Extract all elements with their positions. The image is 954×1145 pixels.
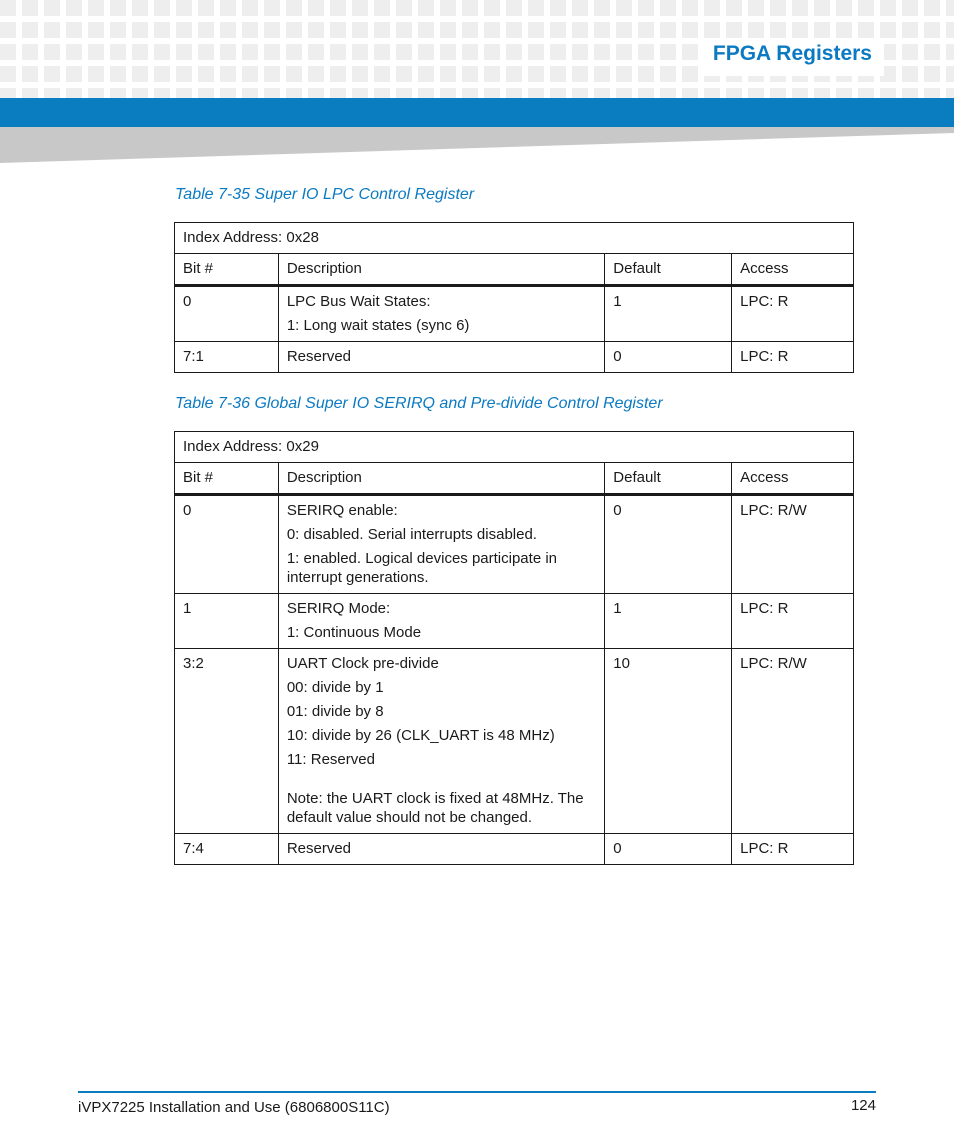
default-cell: 0 <box>605 834 732 865</box>
column-header-description: Description <box>278 463 604 495</box>
default-cell: 1 <box>605 594 732 649</box>
table-row <box>175 286 854 342</box>
description-cell <box>278 594 604 649</box>
bit-cell: 7:4 <box>175 834 279 865</box>
description-line: Reserved <box>286 348 352 365</box>
access-cell: LPC: R <box>732 286 854 342</box>
default-cell: 0 <box>605 495 732 594</box>
description-line: LPC Bus Wait States: <box>286 293 431 310</box>
column-header-access: Access <box>732 254 854 286</box>
bit-cell: 1 <box>175 594 279 649</box>
description-line: SERIRQ enable: <box>286 502 398 519</box>
description-cell <box>278 495 604 594</box>
column-header-default: Default <box>605 463 732 495</box>
description-cell <box>278 649 604 834</box>
column-header-access: Access <box>732 463 854 495</box>
table-row <box>175 649 854 834</box>
footer-document-title: iVPX7225 Installation and Use (6806800S11C) <box>78 1099 390 1116</box>
table-row <box>175 495 854 594</box>
bit-cell: 7:1 <box>175 342 279 373</box>
description-cell <box>278 342 604 373</box>
description-line: 1: Long wait states (sync 6) <box>286 317 470 334</box>
description-cell <box>278 286 604 342</box>
access-cell: LPC: R <box>732 834 854 865</box>
table-row <box>175 594 854 649</box>
default-cell: 0 <box>605 342 732 373</box>
bit-cell: 3:2 <box>175 649 279 834</box>
table-36-caption: Table 7-36 Global Super IO SERIRQ and Pre-divide Control Register <box>175 395 663 412</box>
description-note: Note: the UART clock is fixed at 48MHz. The default value should not be changed. <box>286 790 584 826</box>
column-header-default: Default <box>605 254 732 286</box>
description-line: 1: Continuous Mode <box>286 624 422 641</box>
index-address-row <box>175 223 854 254</box>
default-cell: 1 <box>605 286 732 342</box>
description-cell <box>278 834 604 865</box>
index-address-row <box>175 432 854 463</box>
access-cell: LPC: R <box>732 342 854 373</box>
default-cell: 10 <box>605 649 732 834</box>
bit-cell: 0 <box>175 495 279 594</box>
description-line: 01: divide by 8 <box>286 703 384 720</box>
access-cell: LPC: R/W <box>732 649 854 834</box>
description-line: 1: enabled. Logical devices participate in interrupt generations. <box>286 550 558 586</box>
index-address-cell: Index Address: 0x28 <box>175 223 854 254</box>
page-section-title: FPGA Registers <box>712 42 872 65</box>
footer-rule <box>78 1091 876 1093</box>
description-line: Reserved <box>286 840 352 857</box>
access-cell: LPC: R/W <box>732 495 854 594</box>
description-line: 0: disabled. Serial interrupts disabled. <box>286 526 537 543</box>
table-35 <box>174 222 854 373</box>
table-header-row <box>175 463 854 495</box>
table-35-caption: Table 7-35 Super IO LPC Control Register <box>175 186 475 203</box>
footer-page-number: 124 <box>850 1097 876 1114</box>
description-line: UART Clock pre-divide <box>286 655 439 672</box>
column-header-bit: Bit # <box>175 463 279 495</box>
header-blue-bar <box>0 98 954 127</box>
table-row <box>175 834 854 865</box>
index-address-cell: Index Address: 0x29 <box>175 432 854 463</box>
description-line: 11: Reserved <box>286 751 375 768</box>
table-36 <box>174 431 854 865</box>
column-header-description: Description <box>278 254 604 286</box>
header-gray-wedge <box>0 127 954 163</box>
bit-cell: 0 <box>175 286 279 342</box>
table-header-row <box>175 254 854 286</box>
description-line: 10: divide by 26 (CLK_UART is 48 MHz) <box>286 727 555 744</box>
table-row <box>175 342 854 373</box>
access-cell: LPC: R <box>732 594 854 649</box>
column-header-bit: Bit # <box>175 254 279 286</box>
description-line: 00: divide by 1 <box>286 679 384 696</box>
description-line: SERIRQ Mode: <box>286 600 391 617</box>
